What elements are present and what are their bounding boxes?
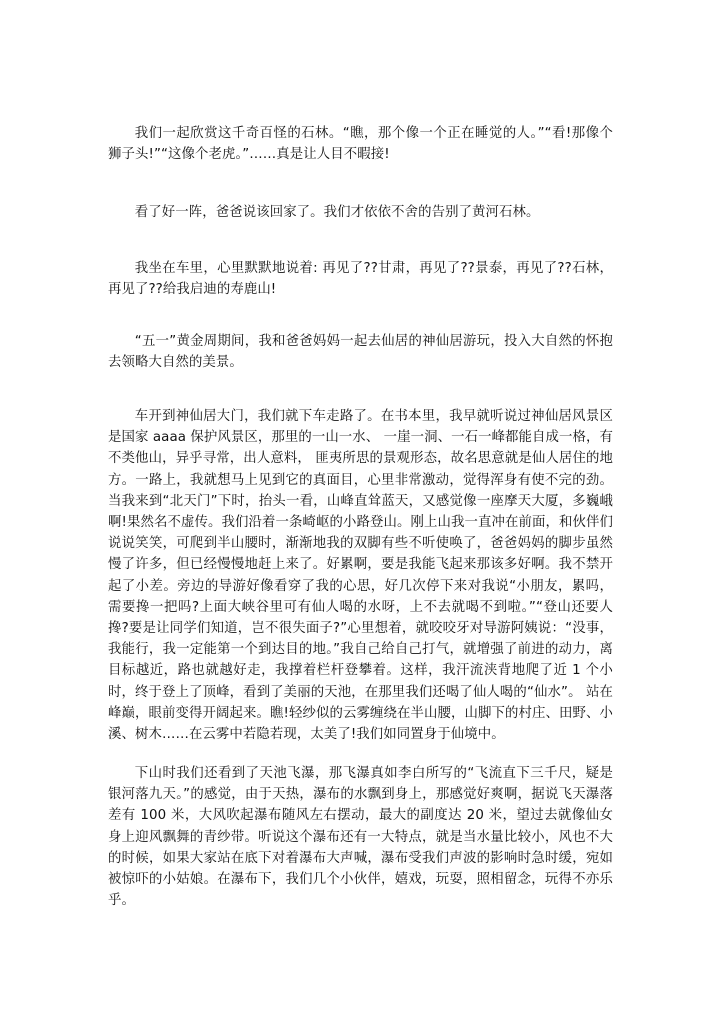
paragraph-stone-forest-viewing: 我们一起欣赏这千奇百怪的石林。“瞧，那个像一个正在睡觉的人。”“看!那像个狮子头!”“这像个老虎。”……真是让人目不暇接! — [108, 126, 613, 163]
paragraph-goodbye-in-car: 我坐在车里，心里默默地说着: 再见了??甘肃，再见了??景泰，再见了??石林，再见了??给我启迪的寿鹿山! — [108, 261, 613, 298]
paragraph-waterfall: 下山时我们还看到了天池飞瀑，那飞瀑真如李白所写的“飞流直下三千尺，疑是银河落九天。”的感觉，由于天热，瀑布的水飘到身上，那感觉好爽啊，据说飞天瀑落差有 100 米，大风吹起瀑布随风左右摆动，最大的副度达 20 米，望过去就像仙女身上迎风飘舞的青纱带。听说这个瀑布还有一大特点，就是当水量比较小，风也不大的时候，如果大家站在底下对着瀑布大声喊，瀑布受我们声波的影响时急时缓，宛如被惊吓的小姑娘。在瀑布下，我们几个小伙伴，嬉戏，玩耍，照相留念，玩得不亦乐乎。 — [108, 766, 613, 909]
paragraph-farewell-yellow-river: 看了好一阵，爸爸说该回家了。我们才依依不舍的告别了黄河石林。 — [134, 205, 540, 220]
paragraph-may-day-trip: “五一”黄金周期间，我和爸爸妈妈一起去仙居的神仙居游玩，投入大自然的怀抱去领略大自然的美景。 — [108, 334, 613, 371]
paragraph-mountain-climb: 车开到神仙居大门，我们就下车走路了。在书本里，我早就听说过神仙居风景区是国家 aaaa 保护风景区，那里的一山一水、 一崖一洞、一石一峰都能自成一格，有不类他山，异乎寻常，出人意料， 匪夷所思的景观形态，故名思意就是仙人居住的地方。一路上，我就想马上见到它的真面目，心里非常激动，觉得浑身有使不完的劲。当我来到“北天门”下时，抬头一看，山峰直耸蓝天，又感觉像一座摩天大厦，多巍峨啊!果然名不虚传。我们沿着一条崎岖的小路登山。刚上山我一直冲在前面，和伙伴们说说笑笑，可爬到半山腰时，渐渐地我的双脚有些不听使唤了，爸爸妈妈的脚步虽然慢了许多，但已经慢慢地赶上来了。好累啊，要是我能飞起来那该多好啊。我不禁开起了小差。旁边的导游好像看穿了我的心思，好几次停下来对我说“小朋友，累吗，需要搀一把吗?上面大峡谷里可有仙人喝的水呀，上不去就喝不到啦。”“登山还要人搀?要是让同学们知道，岂不很失面子?”心里想着，就咬咬牙对导游阿姨说：“没事，我能行，我一定能第一个到达目的地。”我自己给自己打气，就增强了前进的动力，离目标越近，路也就越好走，我撑着栏杆登攀着。这样，我汗流浃背地爬了近 1 个小时，终于登上了顶峰，看到了美丽的天池，在那里我们还喝了仙人喝的“仙水”。 站在峰巅，眼前变得开阔起来。瞧!轻纱似的云雾缠绕在半山腰，山脚下的村庄、田野、小溪、树木……在云雾中若隐若现，太美了!我们如同置身于仙境中。 — [108, 409, 613, 743]
